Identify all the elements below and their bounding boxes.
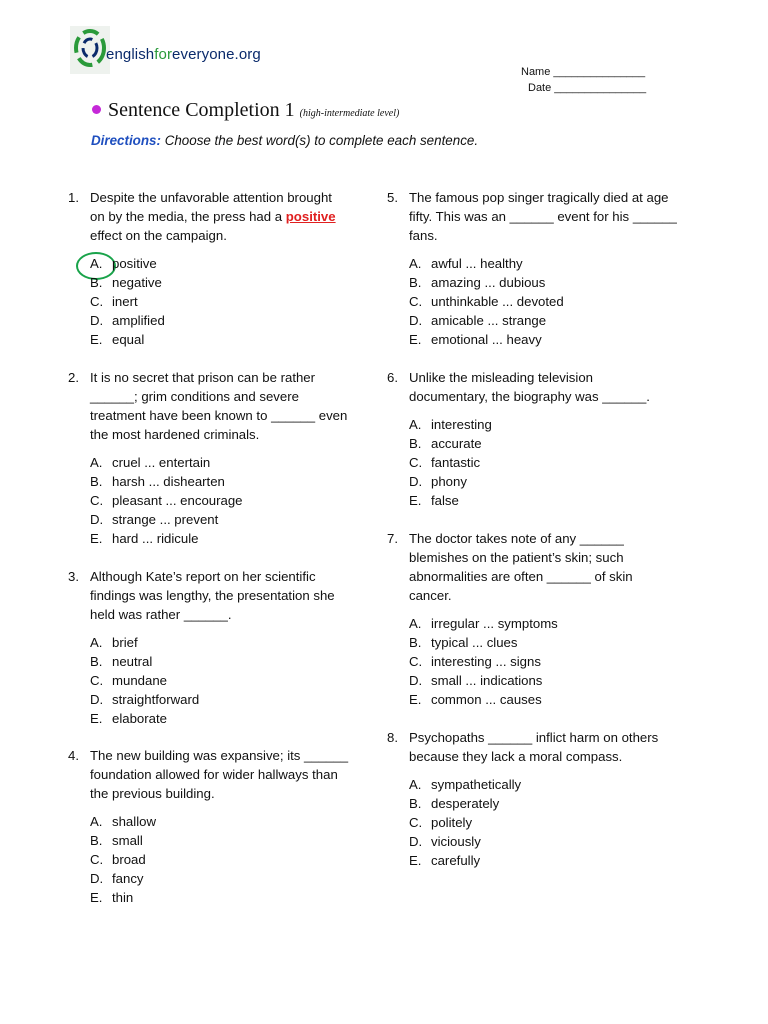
option-text: inert: [112, 294, 138, 309]
option-letter: A.: [90, 455, 103, 470]
option-text: fantastic: [431, 455, 481, 470]
option-text: positive: [112, 256, 157, 271]
option-list: [90, 812, 358, 907]
option-d[interactable]: [90, 690, 358, 709]
question-number: 5.: [387, 190, 398, 205]
question-number: 7.: [387, 531, 398, 546]
option-a[interactable]: [409, 415, 677, 434]
option-letter: C.: [90, 493, 104, 508]
option-text: irregular ... symptoms: [431, 616, 558, 631]
option-text: phony: [431, 474, 467, 489]
question-stem: [90, 188, 358, 245]
stem-line: foundation allowed for wider hallways than: [90, 767, 338, 782]
stem-line: The new building was expansive; its ______: [90, 748, 349, 763]
option-text: amplified: [112, 313, 165, 328]
level-label: (high-intermediate level): [299, 108, 400, 119]
question-stem: [90, 368, 358, 444]
option-b[interactable]: [409, 273, 677, 292]
option-text: politely: [431, 815, 473, 830]
option-text: small ... indications: [431, 673, 543, 688]
option-text: emotional ... heavy: [431, 332, 542, 347]
option-letter: E.: [409, 853, 422, 868]
question-number: 3.: [68, 569, 79, 584]
option-c[interactable]: [90, 292, 358, 311]
option-letter: C.: [90, 673, 104, 688]
question-stem: [90, 746, 358, 803]
question-stem: [409, 188, 677, 245]
option-c[interactable]: [409, 652, 677, 671]
option-text: desperately: [431, 796, 500, 811]
option-letter: D.: [409, 474, 423, 489]
option-a[interactable]: [90, 812, 358, 831]
option-text: awful ... healthy: [431, 256, 523, 271]
option-letter: E.: [409, 332, 422, 347]
option-b[interactable]: [90, 273, 358, 292]
stem-line: cancer.: [409, 588, 452, 603]
option-a[interactable]: [90, 633, 358, 652]
option-b[interactable]: [409, 794, 677, 813]
option-letter: C.: [409, 455, 423, 470]
option-letter: B.: [90, 654, 103, 669]
option-d[interactable]: [409, 832, 677, 851]
option-c[interactable]: [90, 671, 358, 690]
option-letter: C.: [90, 294, 104, 309]
stem-line: fans.: [409, 228, 438, 243]
option-text: equal: [112, 332, 145, 347]
question-1: [68, 188, 358, 349]
question-number: 4.: [68, 748, 79, 763]
option-letter: E.: [90, 531, 103, 546]
option-letter: C.: [409, 815, 423, 830]
option-text: interesting ... signs: [431, 654, 541, 669]
option-text: fancy: [112, 871, 144, 886]
option-letter: A.: [409, 616, 422, 631]
option-d[interactable]: [90, 869, 358, 888]
highlighted-answer: positive: [285, 209, 336, 224]
question-number: 2.: [68, 370, 79, 385]
title-text: Sentence Completion 1: [108, 99, 295, 121]
option-b[interactable]: [90, 472, 358, 491]
stem-line: the most hardened criminals.: [90, 427, 260, 442]
option-letter: B.: [90, 474, 103, 489]
option-letter: D.: [409, 834, 423, 849]
option-text: harsh ... dishearten: [112, 474, 225, 489]
stem-line: The famous pop singer tragically died at age: [409, 190, 669, 205]
stem-line: abnormalities are often ______ of skin: [409, 569, 633, 584]
date-field-line: Date _______________: [528, 82, 647, 94]
option-c[interactable]: [90, 850, 358, 869]
page-title: [108, 99, 399, 122]
option-letter: B.: [409, 796, 422, 811]
directions: [91, 133, 478, 148]
question-number: 1.: [68, 190, 79, 205]
option-c[interactable]: [409, 292, 677, 311]
option-d[interactable]: [409, 671, 677, 690]
option-text: sympathetically: [431, 777, 522, 792]
logo-part-domain: everyone.org: [172, 46, 261, 63]
option-letter: A.: [90, 814, 103, 829]
option-text: carefully: [431, 853, 481, 868]
option-letter: E.: [90, 332, 103, 347]
option-a[interactable]: [409, 775, 677, 794]
option-list: [409, 254, 677, 349]
option-text: shallow: [112, 814, 156, 829]
stem-line: documentary, the biography was ______.: [409, 389, 650, 404]
option-letter: C.: [409, 294, 423, 309]
option-letter: D.: [90, 313, 104, 328]
question-2: [68, 368, 358, 548]
stem-line: the previous building.: [90, 786, 215, 801]
stem-line: because they lack a moral compass.: [409, 749, 623, 764]
option-list: [409, 614, 677, 709]
directions-label: Directions:: [91, 133, 161, 148]
option-c[interactable]: [409, 453, 677, 472]
stem-line: Unlike the misleading television: [409, 370, 593, 385]
option-text: unthinkable ... devoted: [431, 294, 564, 309]
name-field-line: Name _______________: [521, 66, 646, 78]
option-text: straightforward: [112, 692, 200, 707]
option-text: broad: [112, 852, 146, 867]
title-bullet-icon: [92, 105, 101, 114]
option-b[interactable]: [409, 633, 677, 652]
option-letter: C.: [90, 852, 104, 867]
option-letter: E.: [90, 890, 103, 905]
question-3: [68, 567, 358, 728]
question-4: [68, 746, 358, 907]
option-letter: B.: [90, 833, 103, 848]
question-stem: [409, 368, 677, 406]
option-b[interactable]: [90, 652, 358, 671]
option-letter: C.: [409, 654, 423, 669]
option-text: amazing ... dubious: [431, 275, 546, 290]
option-e[interactable]: [409, 491, 677, 510]
stem-line: findings was lengthy, the presentation she: [90, 588, 335, 603]
option-letter: B.: [90, 275, 103, 290]
question-stem: [409, 529, 677, 605]
option-d[interactable]: [409, 311, 677, 330]
question-stem: [90, 567, 358, 624]
option-text: accurate: [431, 436, 482, 451]
question-number: 8.: [387, 730, 398, 745]
option-text: cruel ... entertain: [112, 455, 211, 470]
option-b[interactable]: [90, 831, 358, 850]
site-logo-text: [106, 46, 261, 63]
option-c[interactable]: [90, 491, 358, 510]
option-letter: B.: [409, 635, 422, 650]
stem-line: blemishes on the patient’s skin; such: [409, 550, 624, 565]
stem-line: held was rather ______.: [90, 607, 232, 622]
option-list: [90, 633, 358, 728]
option-e[interactable]: [90, 888, 358, 907]
option-text: elaborate: [112, 711, 167, 726]
option-letter: E.: [90, 711, 103, 726]
option-text: neutral: [112, 654, 153, 669]
option-letter: D.: [90, 692, 104, 707]
option-text: amicable ... strange: [431, 313, 547, 328]
stem-line: fifty. This was an ______ event for his ______: [409, 209, 677, 224]
logo-part-english: english: [106, 46, 155, 63]
option-letter: D.: [409, 673, 423, 688]
option-e[interactable]: [90, 330, 358, 349]
option-text: typical ... clues: [431, 635, 518, 650]
option-text: common ... causes: [431, 692, 542, 707]
option-text: thin: [112, 890, 134, 905]
stem-line-text: on by the media, the press had a: [90, 209, 286, 224]
option-e[interactable]: [90, 709, 358, 728]
stem-line: Although Kate’s report on her scientific: [90, 569, 316, 584]
option-e[interactable]: [409, 330, 677, 349]
option-letter: A.: [409, 256, 422, 271]
option-letter: A.: [90, 256, 103, 271]
stem-line: ______; grim conditions and severe: [90, 389, 299, 404]
question-stem: [409, 728, 677, 766]
option-text: viciously: [431, 834, 481, 849]
stem-line: treatment have been known to ______ even: [90, 408, 348, 423]
option-letter: D.: [409, 313, 423, 328]
question-7: [387, 529, 677, 709]
logo-part-for: for: [154, 46, 173, 63]
option-text: brief: [112, 635, 138, 650]
option-text: strange ... prevent: [112, 512, 219, 527]
option-letter: E.: [409, 493, 422, 508]
directions-text: Choose the best word(s) to complete each sentence.: [164, 133, 479, 148]
option-letter: D.: [90, 512, 104, 527]
option-text: hard ... ridicule: [112, 531, 199, 546]
option-list: [90, 453, 358, 548]
option-list: [409, 775, 677, 870]
stem-line: Psychopaths ______ inflict harm on others: [409, 730, 659, 745]
stem-line: The doctor takes note of any ______: [409, 531, 624, 546]
option-list: [90, 254, 358, 349]
option-text: mundane: [112, 673, 167, 688]
stem-line: effect on the campaign.: [90, 228, 227, 243]
option-e[interactable]: [409, 690, 677, 709]
option-a[interactable]: [90, 254, 358, 273]
question-8: [387, 728, 677, 870]
option-text: pleasant ... encourage: [112, 493, 243, 508]
option-list: [409, 415, 677, 510]
question-5: [387, 188, 677, 349]
option-letter: B.: [409, 275, 422, 290]
stem-line: Despite the unfavorable attention brought: [90, 190, 332, 205]
option-letter: D.: [90, 871, 104, 886]
option-d[interactable]: [90, 311, 358, 330]
option-text: small: [112, 833, 143, 848]
option-c[interactable]: [409, 813, 677, 832]
option-letter: B.: [409, 436, 422, 451]
stem-line: It is no secret that prison can be rather: [90, 370, 316, 385]
option-letter: A.: [409, 417, 422, 432]
option-a[interactable]: [409, 614, 677, 633]
question-6: [387, 368, 677, 510]
option-d[interactable]: [409, 472, 677, 491]
option-letter: A.: [409, 777, 422, 792]
option-letter: A.: [90, 635, 103, 650]
stem-line: [90, 207, 358, 226]
option-text: false: [431, 493, 459, 508]
option-letter: E.: [409, 692, 422, 707]
option-text: negative: [112, 275, 162, 290]
option-text: interesting: [431, 417, 492, 432]
option-a[interactable]: [409, 254, 677, 273]
option-e[interactable]: [409, 851, 677, 870]
option-a[interactable]: [90, 453, 358, 472]
option-d[interactable]: [90, 510, 358, 529]
option-e[interactable]: [90, 529, 358, 548]
question-number: 6.: [387, 370, 398, 385]
option-b[interactable]: [409, 434, 677, 453]
